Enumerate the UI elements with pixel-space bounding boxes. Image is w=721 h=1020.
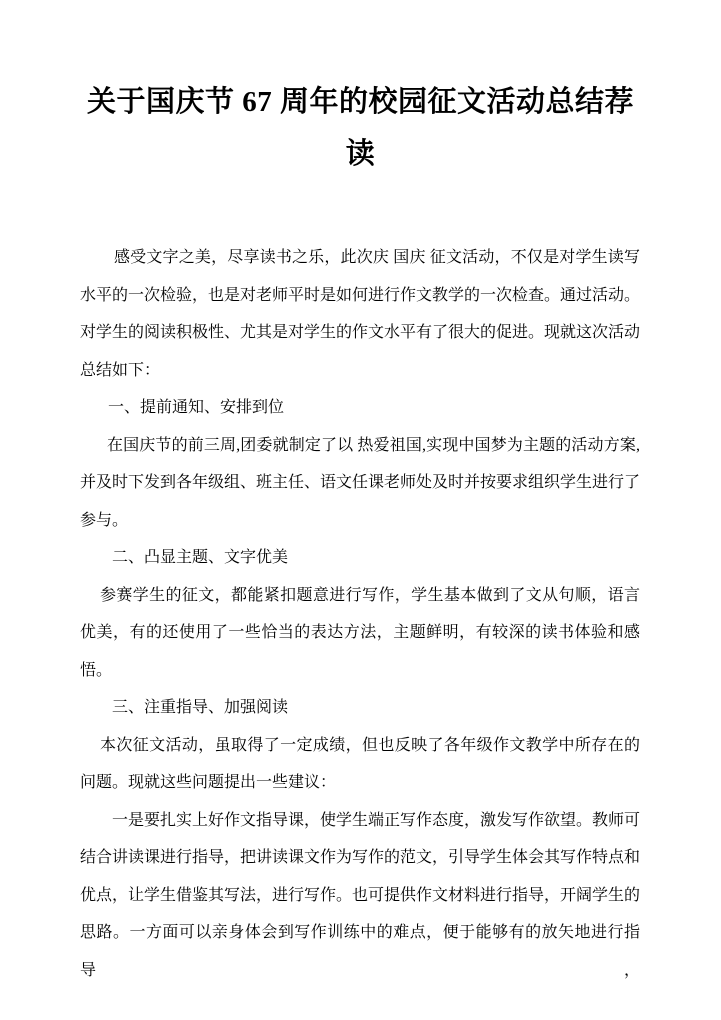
intro-paragraph: 感受文字之美，尽享读书之乐，此次庆 国庆 征文活动，不仅是对学生读写水平的一次检验，也是对老师平时是如何进行作文教学的一次检查。通过活动。对学生的阅读积极性、尤其是对学生的作文水平有了很大的促进。现就这次活动总结如下：	[80, 249, 641, 379]
section-3-paragraph: 本次征文活动，虽取得了一定成绩，但也反映了各年级作文教学中所存在的问题。现就这些问题提出一些建议：	[80, 736, 640, 791]
document-body	[80, 239, 640, 989]
section-2-paragraph: 参赛学生的征文，都能紧扣题意进行写作，学生基本做到了文从句顺，语言优美，有的还使用了一些恰当的表达方法，主题鲜明，有较深的读书体验和感悟。	[80, 586, 640, 679]
section-3-heading: 三、注重指导、加强阅读	[112, 699, 289, 716]
section-1-paragraph: 在国庆节的前三周,团委就制定了以 热爱祖国,实现中国梦为主题的活动方案,并及时下发到各年级组、班主任、语文任课老师处及时并按要求组织学生进行了参与。	[80, 436, 641, 529]
suggestions-paragraph: 一是要扎实上好作文指导课，使学生端正写作态度，激发写作欲望。教师可结合讲读课进行指导，把讲读课文作为写作的范文，引导学生体会其写作特点和优点，让学生借鉴其写法，进行写作。也可提供作文材料进行指导，开阔学生的思路。一方面可以亲身体会到写作训练中的难点，便于能够有的放矢地进行指导，	[80, 811, 641, 979]
document-title: 关于国庆节 67 周年的校园征文活动总结荐读	[86, 86, 634, 170]
section-1-heading: 一、提前通知、安排到位	[108, 399, 285, 416]
section-2-heading: 二、凸显主题、文字优美	[112, 549, 289, 566]
